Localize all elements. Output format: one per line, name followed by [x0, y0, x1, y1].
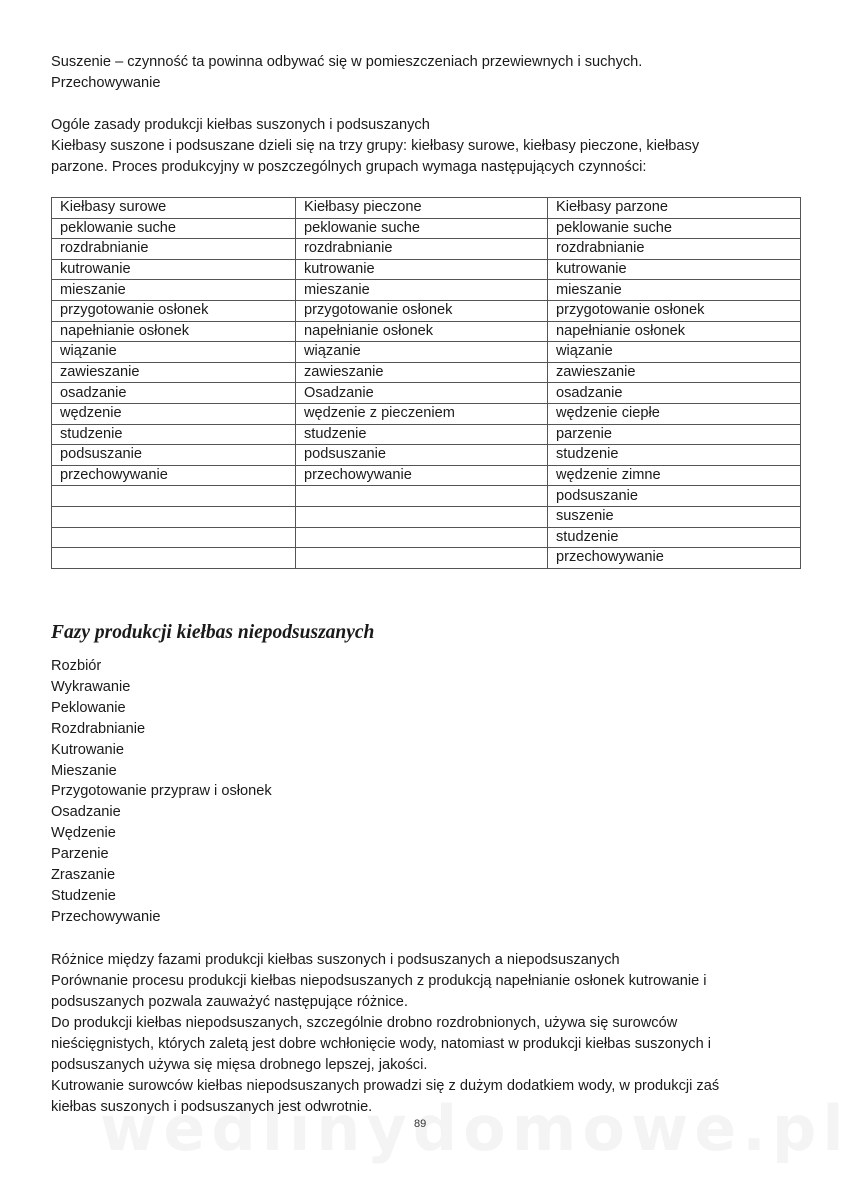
- table-cell: studzenie: [296, 424, 548, 445]
- table-cell: rozdrabnianie: [548, 239, 801, 260]
- rules-paragraph: [51, 115, 699, 178]
- text-line: kiełbas suszonych i podsuszanych jest odwrotnie.: [51, 1099, 373, 1115]
- table-cell: kutrowanie: [296, 259, 548, 280]
- table-row: [52, 280, 801, 301]
- table-cell: wędzenie ciepłe: [548, 403, 801, 424]
- text-line: nieścięgnistych, których zaletą jest dobre wchłonięcie wody, natomiast w produkcji kiełbas suszonych i: [51, 1036, 712, 1052]
- table-cell: studzenie: [548, 445, 801, 466]
- column-header-raw: Kiełbasy surowe: [52, 198, 296, 219]
- table-cell: [296, 548, 548, 569]
- table-cell: suszenie: [548, 506, 801, 527]
- table-cell: wędzenie: [52, 403, 296, 424]
- list-item: Mieszanie: [51, 762, 117, 779]
- table-row: [52, 527, 801, 548]
- table-cell: peklowanie suche: [296, 218, 548, 239]
- list-item: Peklowanie: [51, 699, 126, 716]
- table-cell: Osadzanie: [296, 383, 548, 404]
- table-cell: zawieszanie: [296, 362, 548, 383]
- table-cell: przygotowanie osłonek: [296, 300, 548, 321]
- table-cell: rozdrabnianie: [52, 239, 296, 260]
- table-cell: wiązanie: [296, 342, 548, 363]
- table-cell: [52, 506, 296, 527]
- column-header-scalded: Kiełbasy parzone: [548, 198, 801, 219]
- table-cell: [296, 486, 548, 507]
- table-cell: kutrowanie: [548, 259, 801, 280]
- table-cell: rozdrabnianie: [296, 239, 548, 260]
- table-header-row: [52, 198, 801, 219]
- list-item: Rozdrabnianie: [51, 720, 146, 737]
- table-row: [52, 403, 801, 424]
- phases-list: [51, 656, 272, 928]
- table-cell: [52, 486, 296, 507]
- table-cell: przechowywanie: [52, 465, 296, 486]
- text-line: Suszenie – czynność ta powinna odbywać się w pomieszczeniach przewiewnych i suchych.: [51, 54, 643, 70]
- table-row: [52, 465, 801, 486]
- table-cell: mieszanie: [548, 280, 801, 301]
- section-title: Fazy produkcji kiełbas niepodsuszanych: [51, 622, 375, 643]
- list-item: Studzenie: [51, 887, 116, 904]
- table-cell: przechowywanie: [296, 465, 548, 486]
- table-row: [52, 506, 801, 527]
- list-item: Osadzanie: [51, 804, 121, 821]
- text-line: Porównanie procesu produkcji kiełbas niepodsuszanych z produkcją napełnianie osłonek kutrowanie i: [51, 973, 707, 989]
- list-item: Wędzenie: [51, 825, 116, 842]
- text-line: Kutrowanie surowców kiełbas niepodsuszanych prowadzi się z dużym dodatkiem wody, w produkcji zaś: [51, 1078, 720, 1094]
- list-item: Wykrawanie: [51, 678, 131, 695]
- table-cell: osadzanie: [548, 383, 801, 404]
- table-cell: [52, 527, 296, 548]
- table-cell: zawieszanie: [52, 362, 296, 383]
- page-number: 89: [414, 1118, 427, 1130]
- table-row: [52, 239, 801, 260]
- table-cell: wiązanie: [548, 342, 801, 363]
- table-row: [52, 342, 801, 363]
- intro-paragraph: [51, 52, 642, 94]
- table-row: [52, 383, 801, 404]
- table-cell: przechowywanie: [548, 548, 801, 569]
- table-body: [52, 218, 801, 568]
- table-cell: studzenie: [548, 527, 801, 548]
- list-item: Przygotowanie przypraw i osłonek: [51, 783, 272, 800]
- text-line: parzone. Proces produkcyjny w poszczególnych grupach wymaga następujących czynności:: [51, 159, 647, 175]
- table-row: [52, 362, 801, 383]
- list-item: Kutrowanie: [51, 741, 125, 758]
- list-item: Zraszanie: [51, 867, 116, 884]
- column-header-baked: Kiełbasy pieczone: [296, 198, 548, 219]
- table-cell: [296, 506, 548, 527]
- table-cell: napełnianie osłonek: [548, 321, 801, 342]
- table-row: [52, 300, 801, 321]
- table-cell: peklowanie suche: [548, 218, 801, 239]
- table-row: [52, 218, 801, 239]
- table-row: [52, 259, 801, 280]
- table-cell: mieszanie: [52, 280, 296, 301]
- table-cell: wiązanie: [52, 342, 296, 363]
- table-cell: osadzanie: [52, 383, 296, 404]
- table-row: [52, 424, 801, 445]
- table-cell: kutrowanie: [52, 259, 296, 280]
- table-cell: przygotowanie osłonek: [548, 300, 801, 321]
- table-cell: podsuszanie: [548, 486, 801, 507]
- table-row: [52, 548, 801, 569]
- text-line: Kiełbasy suszone i podsuszane dzieli się na trzy grupy: kiełbasy surowe, kiełbasy pieczone, kiełbasy: [51, 138, 700, 154]
- watermark: [100, 1092, 848, 1165]
- table-row: [52, 486, 801, 507]
- table-cell: wędzenie zimne: [548, 465, 801, 486]
- table-cell: parzenie: [548, 424, 801, 445]
- table-cell: napełnianie osłonek: [296, 321, 548, 342]
- list-item: Przechowywanie: [51, 908, 161, 925]
- text-line: podsuszanych używa się mięsa drobnego lepszej, jakości.: [51, 1057, 428, 1073]
- table-cell: wędzenie z pieczeniem: [296, 403, 548, 424]
- text-line: Różnice między fazami produkcji kiełbas suszonych i podsuszanych a niepodsuszanych: [51, 952, 620, 968]
- text-line: Ogóle zasady produkcji kiełbas suszonych i podsuszanych: [51, 117, 430, 133]
- text-line: podsuszanych pozwala zauważyć następujące różnice.: [51, 994, 408, 1010]
- table-cell: mieszanie: [296, 280, 548, 301]
- list-item: Rozbiór: [51, 658, 102, 674]
- table-cell: [296, 527, 548, 548]
- table-cell: napełnianie osłonek: [52, 321, 296, 342]
- table-cell: podsuszanie: [52, 445, 296, 466]
- text-line: Do produkcji kiełbas niepodsuszanych, szczególnie drobno rozdrobnionych, używa się surowców: [51, 1015, 678, 1031]
- table-row: [52, 321, 801, 342]
- table-cell: podsuszanie: [296, 445, 548, 466]
- table-cell: studzenie: [52, 424, 296, 445]
- table-cell: [52, 548, 296, 569]
- table-cell: zawieszanie: [548, 362, 801, 383]
- production-steps-table: [51, 197, 801, 569]
- list-item: Parzenie: [51, 846, 109, 863]
- table-cell: peklowanie suche: [52, 218, 296, 239]
- text-line: Przechowywanie: [51, 75, 161, 91]
- table-cell: przygotowanie osłonek: [52, 300, 296, 321]
- table-row: [52, 445, 801, 466]
